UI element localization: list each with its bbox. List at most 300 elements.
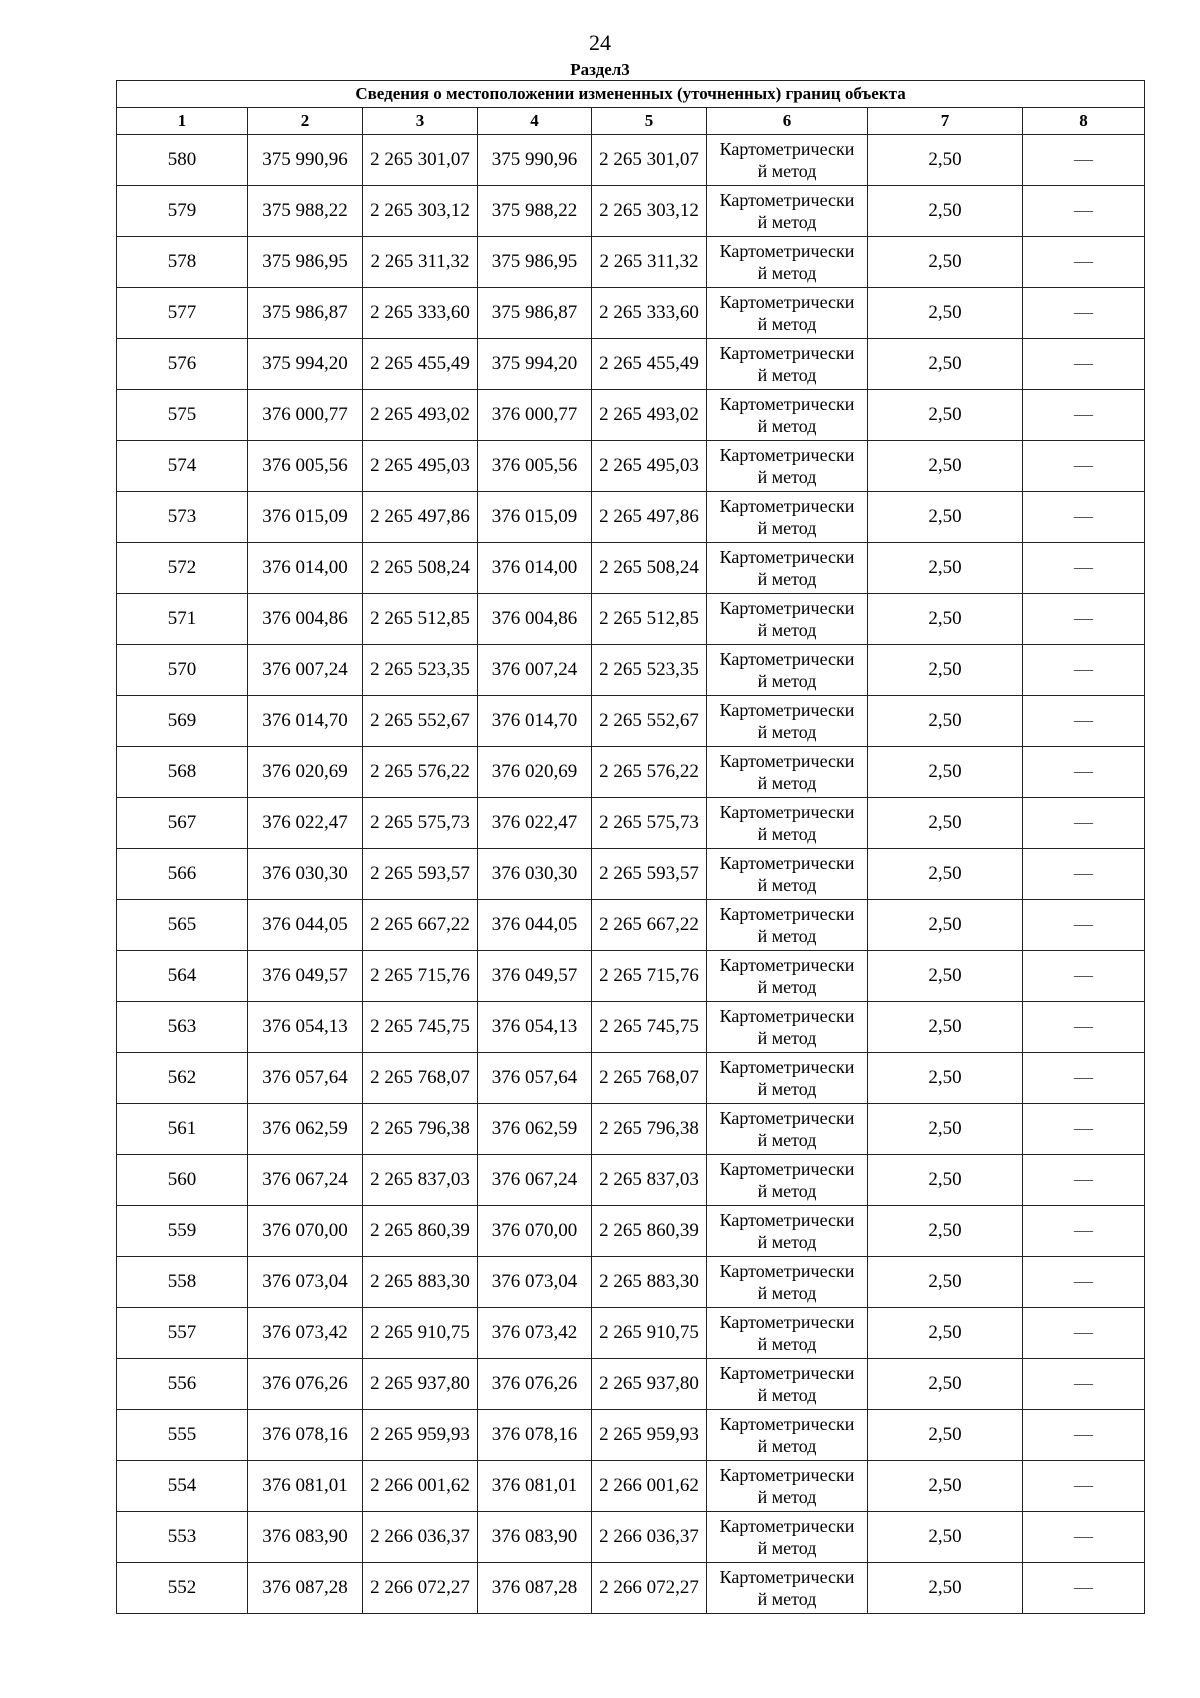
y-coordinate-cell: 2 265 303,12 — [363, 186, 478, 237]
description-cell: — — [1023, 390, 1145, 441]
x-coordinate-cell: 375 988,22 — [248, 186, 363, 237]
method-line-2: й метод — [757, 824, 817, 844]
table-row — [117, 441, 1145, 492]
y-coordinate-new-cell: 2 266 072,27 — [592, 1563, 707, 1614]
method-line-2: й метод — [757, 1232, 817, 1252]
table-row — [117, 186, 1145, 237]
x-coordinate-new-cell: 376 081,01 — [478, 1461, 592, 1512]
method-cell — [707, 747, 868, 798]
method-line-2: й метод — [757, 1079, 817, 1099]
x-coordinate-cell: 376 049,57 — [248, 951, 363, 1002]
x-coordinate-new-cell: 375 994,20 — [478, 339, 592, 390]
method-cell — [707, 645, 868, 696]
method-line-2: й метод — [757, 212, 817, 232]
table-row — [117, 798, 1145, 849]
x-coordinate-cell: 376 057,64 — [248, 1053, 363, 1104]
page-number: 24 — [589, 30, 611, 55]
y-coordinate-new-cell: 2 265 495,03 — [592, 441, 707, 492]
method-cell — [707, 951, 868, 1002]
x-coordinate-new-cell: 376 022,47 — [478, 798, 592, 849]
point-number-cell: 568 — [117, 747, 248, 798]
accuracy-cell: 2,50 — [868, 288, 1023, 339]
y-coordinate-cell: 2 265 493,02 — [363, 390, 478, 441]
point-number-cell: 566 — [117, 849, 248, 900]
x-coordinate-cell: 376 083,90 — [248, 1512, 363, 1563]
method-line-1: Картометрически — [719, 649, 855, 669]
table-row — [117, 1206, 1145, 1257]
point-number-cell: 555 — [117, 1410, 248, 1461]
accuracy-cell: 2,50 — [868, 1002, 1023, 1053]
method-line-2: й метод — [757, 1028, 817, 1048]
method-line-1: Картометрически — [719, 343, 855, 363]
method-cell — [707, 1359, 868, 1410]
description-cell: — — [1023, 441, 1145, 492]
method-cell — [707, 186, 868, 237]
method-cell — [707, 798, 868, 849]
y-coordinate-cell: 2 265 937,80 — [363, 1359, 478, 1410]
accuracy-cell: 2,50 — [868, 1257, 1023, 1308]
table-row — [117, 339, 1145, 390]
point-number-cell: 558 — [117, 1257, 248, 1308]
description-cell: — — [1023, 747, 1145, 798]
method-cell — [707, 1155, 868, 1206]
y-coordinate-cell: 2 265 311,32 — [363, 237, 478, 288]
column-number-2: 2 — [248, 108, 363, 135]
accuracy-cell: 2,50 — [868, 696, 1023, 747]
method-cell — [707, 696, 868, 747]
y-coordinate-cell: 2 265 745,75 — [363, 1002, 478, 1053]
method-cell — [707, 237, 868, 288]
y-coordinate-new-cell: 2 265 301,07 — [592, 135, 707, 186]
accuracy-cell: 2,50 — [868, 1308, 1023, 1359]
y-coordinate-cell: 2 265 768,07 — [363, 1053, 478, 1104]
x-coordinate-cell: 376 062,59 — [248, 1104, 363, 1155]
x-coordinate-cell: 375 994,20 — [248, 339, 363, 390]
x-coordinate-new-cell: 376 067,24 — [478, 1155, 592, 1206]
accuracy-cell: 2,50 — [868, 339, 1023, 390]
table-row — [117, 849, 1145, 900]
method-cell — [707, 339, 868, 390]
y-coordinate-new-cell: 2 265 303,12 — [592, 186, 707, 237]
y-coordinate-new-cell: 2 266 036,37 — [592, 1512, 707, 1563]
method-line-2: й метод — [757, 977, 817, 997]
y-coordinate-cell: 2 265 512,85 — [363, 594, 478, 645]
point-number-cell: 563 — [117, 1002, 248, 1053]
point-number-cell: 565 — [117, 900, 248, 951]
method-line-2: й метод — [757, 1487, 817, 1507]
table-row — [117, 543, 1145, 594]
x-coordinate-new-cell: 375 986,95 — [478, 237, 592, 288]
x-coordinate-new-cell: 376 044,05 — [478, 900, 592, 951]
point-number-cell: 567 — [117, 798, 248, 849]
method-cell — [707, 492, 868, 543]
description-cell: — — [1023, 900, 1145, 951]
y-coordinate-cell: 2 265 455,49 — [363, 339, 478, 390]
y-coordinate-new-cell: 2 265 593,57 — [592, 849, 707, 900]
accuracy-cell: 2,50 — [868, 900, 1023, 951]
y-coordinate-cell: 2 265 497,86 — [363, 492, 478, 543]
description-cell: — — [1023, 135, 1145, 186]
x-coordinate-cell: 376 007,24 — [248, 645, 363, 696]
description-cell: — — [1023, 696, 1145, 747]
accuracy-cell: 2,50 — [868, 1563, 1023, 1614]
x-coordinate-cell: 376 073,04 — [248, 1257, 363, 1308]
description-cell: — — [1023, 1410, 1145, 1461]
y-coordinate-new-cell: 2 265 959,93 — [592, 1410, 707, 1461]
y-coordinate-new-cell: 2 265 796,38 — [592, 1104, 707, 1155]
y-coordinate-cell: 2 265 883,30 — [363, 1257, 478, 1308]
x-coordinate-cell: 376 054,13 — [248, 1002, 363, 1053]
table-row — [117, 645, 1145, 696]
x-coordinate-new-cell: 376 049,57 — [478, 951, 592, 1002]
method-line-2: й метод — [757, 620, 817, 640]
x-coordinate-new-cell: 376 057,64 — [478, 1053, 592, 1104]
description-cell: — — [1023, 1053, 1145, 1104]
accuracy-cell: 2,50 — [868, 951, 1023, 1002]
method-cell — [707, 1206, 868, 1257]
point-number-cell: 575 — [117, 390, 248, 441]
description-cell: — — [1023, 645, 1145, 696]
method-cell — [707, 1053, 868, 1104]
description-cell: — — [1023, 849, 1145, 900]
table-row — [117, 390, 1145, 441]
method-cell — [707, 135, 868, 186]
table-row — [117, 1461, 1145, 1512]
x-coordinate-cell: 375 990,96 — [248, 135, 363, 186]
method-line-1: Картометрически — [719, 394, 855, 414]
y-coordinate-cell: 2 265 593,57 — [363, 849, 478, 900]
table-row — [117, 1359, 1145, 1410]
y-coordinate-new-cell: 2 265 768,07 — [592, 1053, 707, 1104]
x-coordinate-new-cell: 376 005,56 — [478, 441, 592, 492]
table-row — [117, 237, 1145, 288]
x-coordinate-new-cell: 375 988,22 — [478, 186, 592, 237]
description-cell: — — [1023, 1461, 1145, 1512]
y-coordinate-cell: 2 265 837,03 — [363, 1155, 478, 1206]
method-line-2: й метод — [757, 365, 817, 385]
method-line-1: Картометрически — [719, 1108, 855, 1128]
table-row — [117, 900, 1145, 951]
column-number-1: 1 — [117, 108, 248, 135]
description-cell: — — [1023, 543, 1145, 594]
x-coordinate-cell: 376 030,30 — [248, 849, 363, 900]
x-coordinate-cell: 376 000,77 — [248, 390, 363, 441]
section-label: Раздел3 — [570, 60, 630, 79]
description-cell: — — [1023, 339, 1145, 390]
y-coordinate-new-cell: 2 265 311,32 — [592, 237, 707, 288]
accuracy-cell: 2,50 — [868, 1512, 1023, 1563]
x-coordinate-new-cell: 376 000,77 — [478, 390, 592, 441]
table-title: Сведения о местоположении измененных (уточненных) границ объекта — [117, 81, 1145, 108]
description-cell: — — [1023, 186, 1145, 237]
table-row — [117, 1104, 1145, 1155]
point-number-cell: 556 — [117, 1359, 248, 1410]
method-line-1: Картометрически — [719, 802, 855, 822]
y-coordinate-cell: 2 265 910,75 — [363, 1308, 478, 1359]
y-coordinate-cell: 2 265 667,22 — [363, 900, 478, 951]
x-coordinate-cell: 376 004,86 — [248, 594, 363, 645]
accuracy-cell: 2,50 — [868, 798, 1023, 849]
y-coordinate-cell: 2 266 072,27 — [363, 1563, 478, 1614]
y-coordinate-cell: 2 265 715,76 — [363, 951, 478, 1002]
column-number-6: 6 — [707, 108, 868, 135]
method-line-2: й метод — [757, 722, 817, 742]
description-cell: — — [1023, 951, 1145, 1002]
y-coordinate-cell: 2 266 001,62 — [363, 1461, 478, 1512]
description-cell: — — [1023, 1512, 1145, 1563]
table-row — [117, 1563, 1145, 1614]
description-cell: — — [1023, 1206, 1145, 1257]
table-row — [117, 1410, 1145, 1461]
y-coordinate-new-cell: 2 265 937,80 — [592, 1359, 707, 1410]
column-number-5: 5 — [592, 108, 707, 135]
method-line-1: Картометрически — [719, 598, 855, 618]
y-coordinate-new-cell: 2 265 552,67 — [592, 696, 707, 747]
table-row — [117, 951, 1145, 1002]
x-coordinate-cell: 376 014,70 — [248, 696, 363, 747]
method-cell — [707, 1104, 868, 1155]
y-coordinate-cell: 2 265 523,35 — [363, 645, 478, 696]
x-coordinate-new-cell: 375 986,87 — [478, 288, 592, 339]
y-coordinate-new-cell: 2 266 001,62 — [592, 1461, 707, 1512]
x-coordinate-cell: 376 015,09 — [248, 492, 363, 543]
method-line-2: й метод — [757, 1436, 817, 1456]
point-number-cell: 577 — [117, 288, 248, 339]
accuracy-cell: 2,50 — [868, 441, 1023, 492]
y-coordinate-new-cell: 2 265 455,49 — [592, 339, 707, 390]
x-coordinate-cell: 376 022,47 — [248, 798, 363, 849]
method-line-2: й метод — [757, 314, 817, 334]
x-coordinate-new-cell: 376 062,59 — [478, 1104, 592, 1155]
method-cell — [707, 849, 868, 900]
method-line-1: Картометрически — [719, 292, 855, 312]
table-row — [117, 1053, 1145, 1104]
table-row — [117, 1257, 1145, 1308]
accuracy-cell: 2,50 — [868, 1359, 1023, 1410]
accuracy-cell: 2,50 — [868, 492, 1023, 543]
column-number-4: 4 — [478, 108, 592, 135]
point-number-cell: 574 — [117, 441, 248, 492]
x-coordinate-cell: 376 076,26 — [248, 1359, 363, 1410]
accuracy-cell: 2,50 — [868, 1410, 1023, 1461]
method-line-1: Картометрически — [719, 700, 855, 720]
point-number-cell: 562 — [117, 1053, 248, 1104]
accuracy-cell: 2,50 — [868, 186, 1023, 237]
method-line-1: Картометрически — [719, 955, 855, 975]
y-coordinate-new-cell: 2 265 667,22 — [592, 900, 707, 951]
table-row — [117, 288, 1145, 339]
accuracy-cell: 2,50 — [868, 849, 1023, 900]
method-line-2: й метод — [757, 1181, 817, 1201]
y-coordinate-new-cell: 2 265 910,75 — [592, 1308, 707, 1359]
method-line-1: Картометрически — [719, 1516, 855, 1536]
description-cell: — — [1023, 492, 1145, 543]
method-line-1: Картометрически — [719, 1006, 855, 1026]
y-coordinate-new-cell: 2 265 576,22 — [592, 747, 707, 798]
method-line-2: й метод — [757, 467, 817, 487]
x-coordinate-cell: 376 044,05 — [248, 900, 363, 951]
x-coordinate-new-cell: 376 083,90 — [478, 1512, 592, 1563]
description-cell: — — [1023, 798, 1145, 849]
method-cell — [707, 1308, 868, 1359]
point-number-cell: 561 — [117, 1104, 248, 1155]
point-number-cell: 576 — [117, 339, 248, 390]
y-coordinate-new-cell: 2 265 497,86 — [592, 492, 707, 543]
table-row — [117, 747, 1145, 798]
table-row — [117, 492, 1145, 543]
x-coordinate-new-cell: 376 078,16 — [478, 1410, 592, 1461]
accuracy-cell: 2,50 — [868, 1206, 1023, 1257]
point-number-cell: 569 — [117, 696, 248, 747]
y-coordinate-cell: 2 265 333,60 — [363, 288, 478, 339]
x-coordinate-new-cell: 376 014,00 — [478, 543, 592, 594]
method-line-1: Картометрически — [719, 139, 855, 159]
description-cell: — — [1023, 1104, 1145, 1155]
column-number-8: 8 — [1023, 108, 1145, 135]
y-coordinate-cell: 2 265 495,03 — [363, 441, 478, 492]
description-cell: — — [1023, 1257, 1145, 1308]
table-row — [117, 1308, 1145, 1359]
y-coordinate-cell: 2 265 301,07 — [363, 135, 478, 186]
y-coordinate-new-cell: 2 265 837,03 — [592, 1155, 707, 1206]
method-line-1: Картометрически — [719, 904, 855, 924]
point-number-cell: 573 — [117, 492, 248, 543]
point-number-cell: 560 — [117, 1155, 248, 1206]
method-line-2: й метод — [757, 416, 817, 436]
description-cell: — — [1023, 1155, 1145, 1206]
y-coordinate-new-cell: 2 265 860,39 — [592, 1206, 707, 1257]
method-line-1: Картометрически — [719, 1210, 855, 1230]
accuracy-cell: 2,50 — [868, 1053, 1023, 1104]
y-coordinate-cell: 2 266 036,37 — [363, 1512, 478, 1563]
y-coordinate-new-cell: 2 265 745,75 — [592, 1002, 707, 1053]
x-coordinate-new-cell: 376 070,00 — [478, 1206, 592, 1257]
accuracy-cell: 2,50 — [868, 645, 1023, 696]
point-number-cell: 579 — [117, 186, 248, 237]
x-coordinate-new-cell: 375 990,96 — [478, 135, 592, 186]
table-row — [117, 1002, 1145, 1053]
x-coordinate-new-cell: 376 030,30 — [478, 849, 592, 900]
method-line-1: Картометрически — [719, 1465, 855, 1485]
y-coordinate-new-cell: 2 265 715,76 — [592, 951, 707, 1002]
point-number-cell: 570 — [117, 645, 248, 696]
description-cell: — — [1023, 237, 1145, 288]
x-coordinate-cell: 375 986,87 — [248, 288, 363, 339]
x-coordinate-cell: 376 081,01 — [248, 1461, 363, 1512]
x-coordinate-new-cell: 376 004,86 — [478, 594, 592, 645]
method-cell — [707, 1461, 868, 1512]
y-coordinate-cell: 2 265 552,67 — [363, 696, 478, 747]
method-line-1: Картометрически — [719, 190, 855, 210]
method-cell — [707, 1563, 868, 1614]
y-coordinate-new-cell: 2 265 508,24 — [592, 543, 707, 594]
y-coordinate-cell: 2 265 796,38 — [363, 1104, 478, 1155]
x-coordinate-new-cell: 376 073,04 — [478, 1257, 592, 1308]
y-coordinate-new-cell: 2 265 512,85 — [592, 594, 707, 645]
column-number-7: 7 — [868, 108, 1023, 135]
table-row — [117, 594, 1145, 645]
x-coordinate-new-cell: 376 007,24 — [478, 645, 592, 696]
method-line-2: й метод — [757, 926, 817, 946]
accuracy-cell: 2,50 — [868, 594, 1023, 645]
description-cell: — — [1023, 288, 1145, 339]
x-coordinate-cell: 376 067,24 — [248, 1155, 363, 1206]
method-line-1: Картометрически — [719, 1159, 855, 1179]
x-coordinate-new-cell: 376 073,42 — [478, 1308, 592, 1359]
method-cell — [707, 1512, 868, 1563]
x-coordinate-cell: 376 078,16 — [248, 1410, 363, 1461]
x-coordinate-new-cell: 376 076,26 — [478, 1359, 592, 1410]
description-cell: — — [1023, 1359, 1145, 1410]
method-line-1: Картометрически — [719, 241, 855, 261]
method-line-1: Картометрически — [719, 1057, 855, 1077]
description-cell: — — [1023, 1308, 1145, 1359]
method-cell — [707, 543, 868, 594]
method-line-1: Картометрически — [719, 445, 855, 465]
table-row — [117, 135, 1145, 186]
x-coordinate-cell: 376 070,00 — [248, 1206, 363, 1257]
x-coordinate-cell: 376 014,00 — [248, 543, 363, 594]
method-line-2: й метод — [757, 569, 817, 589]
method-line-2: й метод — [757, 1538, 817, 1558]
point-number-cell: 578 — [117, 237, 248, 288]
x-coordinate-new-cell: 376 020,69 — [478, 747, 592, 798]
table-row — [117, 1155, 1145, 1206]
x-coordinate-cell: 376 005,56 — [248, 441, 363, 492]
x-coordinate-new-cell: 376 054,13 — [478, 1002, 592, 1053]
x-coordinate-new-cell: 376 015,09 — [478, 492, 592, 543]
method-line-1: Картометрически — [719, 1567, 855, 1587]
method-line-2: й метод — [757, 1130, 817, 1150]
y-coordinate-cell: 2 265 508,24 — [363, 543, 478, 594]
point-number-cell: 554 — [117, 1461, 248, 1512]
x-coordinate-cell: 375 986,95 — [248, 237, 363, 288]
table-row — [117, 1512, 1145, 1563]
accuracy-cell: 2,50 — [868, 1155, 1023, 1206]
accuracy-cell: 2,50 — [868, 390, 1023, 441]
point-number-cell: 572 — [117, 543, 248, 594]
x-coordinate-new-cell: 376 087,28 — [478, 1563, 592, 1614]
accuracy-cell: 2,50 — [868, 543, 1023, 594]
coordinates-table — [116, 80, 1145, 1614]
accuracy-cell: 2,50 — [868, 1461, 1023, 1512]
y-coordinate-cell: 2 265 575,73 — [363, 798, 478, 849]
x-coordinate-new-cell: 376 014,70 — [478, 696, 592, 747]
table-row — [117, 696, 1145, 747]
point-number-cell: 571 — [117, 594, 248, 645]
point-number-cell: 557 — [117, 1308, 248, 1359]
method-line-2: й метод — [757, 518, 817, 538]
method-cell — [707, 900, 868, 951]
x-coordinate-cell: 376 087,28 — [248, 1563, 363, 1614]
point-number-cell: 580 — [117, 135, 248, 186]
y-coordinate-new-cell: 2 265 493,02 — [592, 390, 707, 441]
method-line-1: Картометрически — [719, 496, 855, 516]
point-number-cell: 552 — [117, 1563, 248, 1614]
method-cell — [707, 594, 868, 645]
column-number-row — [117, 108, 1145, 135]
method-cell — [707, 390, 868, 441]
method-line-1: Картометрически — [719, 853, 855, 873]
x-coordinate-cell: 376 020,69 — [248, 747, 363, 798]
method-cell — [707, 1257, 868, 1308]
method-line-2: й метод — [757, 1334, 817, 1354]
point-number-cell: 559 — [117, 1206, 248, 1257]
description-cell: — — [1023, 1002, 1145, 1053]
table-body — [117, 135, 1145, 1614]
y-coordinate-new-cell: 2 265 883,30 — [592, 1257, 707, 1308]
accuracy-cell: 2,50 — [868, 135, 1023, 186]
